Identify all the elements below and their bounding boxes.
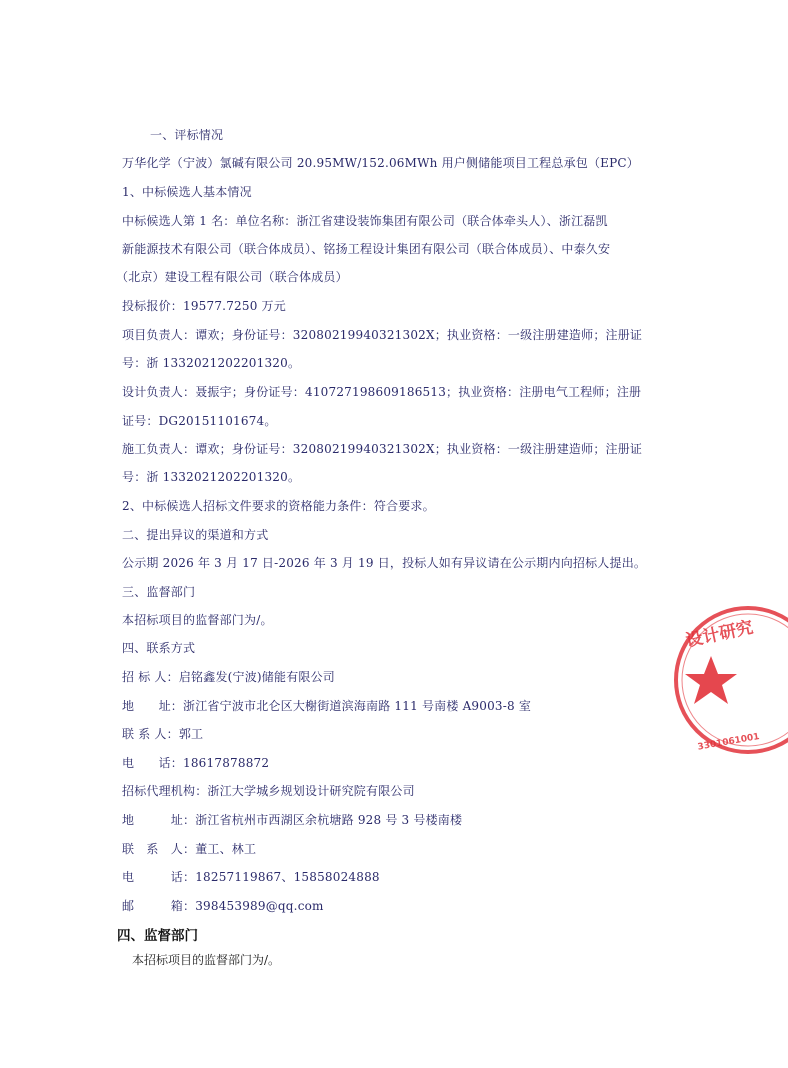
project-manager-line-1: 项目负责人：谭欢；身份证号：32080219940321302X；执业资格：一级注册建造师；注册证 [122, 328, 643, 342]
seal-star-icon [685, 656, 737, 704]
address-value: 浙江省宁波市北仑区大榭街道滨海南路 111 号南楼 A9003-8 室 [183, 699, 532, 713]
seal-text-top: 设计研究 [684, 617, 755, 652]
agency-phone-value: 18257119867、15858024888 [195, 870, 380, 884]
tenderer-label: 招 标 人： [122, 670, 179, 684]
seal-graphic [668, 598, 788, 758]
s3-text: 本招标项目的监督部门为/。 [122, 613, 273, 627]
agency-value: 浙江大学城乡规划设计研究院有限公司 [207, 784, 415, 798]
tenderer-row [122, 669, 335, 685]
contact-value: 郭工 [178, 727, 204, 741]
agency-contact-row [122, 841, 256, 857]
qualification-line: 2、中标候选人招标文件要求的资格能力条件：符合要求。 [122, 499, 435, 513]
agency-email-row [122, 898, 324, 914]
s1-1-heading: 1、中标候选人基本情况 [122, 185, 252, 199]
seal-text-bottom: 3301061001 [696, 731, 761, 753]
agency-contact-value: 董工、林工 [195, 842, 257, 856]
project-manager-line-2: 号：浙 1332021202201320。 [122, 356, 301, 370]
project-title: 万华化学（宁波）氯碱有限公司 20.95MW/152.06MWh 用户侧储能项目工程总承包（EPC） [122, 156, 640, 170]
s1-heading: 一、评标情况 [150, 128, 224, 142]
agency-phone-label: 电 话： [122, 870, 196, 884]
phone-label: 电 话： [122, 756, 184, 770]
agency-contact-label: 联 系 人： [122, 842, 196, 856]
address-label: 地 址： [122, 699, 184, 713]
construction-lead-line-2: 号：浙 1332021202201320。 [122, 470, 301, 484]
agency-label: 招标代理机构： [122, 784, 208, 798]
contact-row [122, 726, 203, 742]
s3-heading: 三、监督部门 [122, 585, 196, 599]
phone-value: 18617878872 [183, 756, 270, 770]
phone-row [122, 755, 269, 771]
tenderer-value: 启铭鑫发(宁波)储能有限公司 [178, 670, 336, 684]
agency-address-label: 地 址： [122, 813, 196, 827]
official-seal [668, 598, 788, 758]
construction-lead-line-1: 施工负责人：谭欢；身份证号：32080219940321302X；执业资格：一级注册建造师；注册证 [122, 442, 643, 456]
agency-email-value: 398453989@qq.com [195, 899, 324, 913]
agency-address-row [122, 812, 462, 828]
candidate-line-1: 中标候选人第 1 名：单位名称：浙江省建设装饰集团有限公司（联合体牵头人）、浙江磊凯 [122, 214, 608, 228]
agency-row [122, 783, 415, 799]
agency-email-label: 邮 箱： [122, 899, 196, 913]
supervision-heading: 四、监督部门 [117, 928, 198, 944]
candidate-line-2: 新能源技术有限公司（联合体成员）、铭扬工程设计集团有限公司（联合体成员）、中泰久安 [122, 242, 611, 256]
agency-address-value: 浙江省杭州市西湖区余杭塘路 928 号 3 号楼南楼 [195, 813, 463, 827]
supervision-text: 本招标项目的监督部门为/。 [132, 953, 281, 967]
contact-label: 联 系 人： [122, 727, 179, 741]
agency-phone-row [122, 869, 380, 885]
candidate-line-3: （北京）建设工程有限公司（联合体成员） [116, 270, 348, 284]
s2-text: 公示期 2026 年 3 月 17 日-2026 年 3 月 19 日，投标人如有异议请在公示期内向招标人提出。 [122, 556, 647, 570]
s2-heading: 二、提出异议的渠道和方式 [122, 528, 269, 542]
design-lead-line-2: 证号：DG20151101674。 [122, 414, 277, 428]
design-lead-line-1: 设计负责人：聂振宇；身份证号：410727198609186513；执业资格：注册电气工程师；注册 [122, 385, 642, 399]
s4-heading: 四、联系方式 [122, 641, 196, 655]
bid-price: 投标报价：19577.7250 万元 [122, 299, 286, 313]
address-row [122, 698, 531, 714]
